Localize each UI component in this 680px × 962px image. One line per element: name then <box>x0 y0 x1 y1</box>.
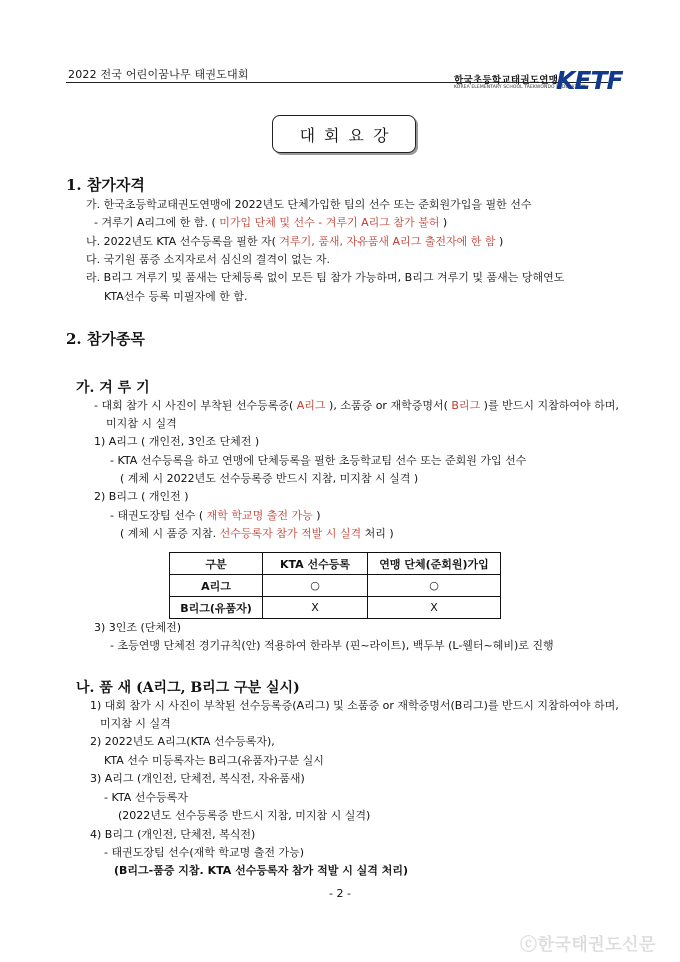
page-number: - 2 - <box>329 887 351 900</box>
poomsae-line-1b: 미지참 시 실격 <box>100 717 171 730</box>
s1-item-na: 나. 2022년도 KTA 선수등록을 필한 자( 겨루기, 품새, 자유품새 A리그 출전자에 한 함 ) <box>86 235 504 248</box>
newspaper-watermark: ⓒ한국태권도신문 <box>520 935 656 955</box>
ketf-logo: KETF <box>556 66 623 95</box>
s1-item-ra-cont: KTA선수 등록 미필자에 한 함. <box>104 290 248 303</box>
gyeorugi-line-4: ( 계체 시 2022년도 선수등록증 반드시 지참, 미지참 시 실격 ) <box>120 472 419 485</box>
gyeorugi-line-8: 3) 3인조 (단체전) <box>94 621 181 634</box>
poomsae-line-3c: (2022년도 선수등록증 반드시 지참, 미지참 시 실격) <box>118 809 371 822</box>
gyeorugi-line-7: ( 계체 시 품증 지참. 선수등록자 참가 적발 시 실격 처리 ) <box>120 527 394 540</box>
document-title: 대회요강 <box>272 115 416 153</box>
table-row <box>170 575 501 597</box>
table-cell: X <box>263 597 368 619</box>
s2-sub-gyeorugi: 가. 겨 루 기 <box>76 380 150 396</box>
poomsae-line-2: 2) 2022년도 A리그(KTA 선수등록자), <box>90 735 275 748</box>
gyeorugi-line-2: 1) A리그 ( 개인전, 3인조 단체전 ) <box>94 435 260 448</box>
table-header-cell: 연맹 단체(준회원)가입 <box>368 553 501 575</box>
table-cell: B리그(유품자) <box>170 597 263 619</box>
gyeorugi-line-3: - KTA 선수등록을 하고 연맹에 단체등록을 필한 초등학교팀 선수 또는 준회원 가입 선수 <box>110 454 527 467</box>
eligibility-table <box>169 552 501 619</box>
table-cell: ○ <box>263 575 368 597</box>
s1-item-ga: 가. 한국초등학교태권도연맹에 2022년도 단체가입한 팀의 선수 또는 준회원가입을 필한 선수 <box>86 198 532 211</box>
table-header-cell: 구분 <box>170 553 263 575</box>
poomsae-line-3: 3) A리그 (개인전, 단체전, 복식전, 자유품새) <box>90 772 305 785</box>
gyeorugi-line-6: - 태권도장팀 선수 ( 재학 학교명 출전 가능 ) <box>110 509 321 522</box>
s1-item-ra: 라. B리그 겨루기 및 품새는 단체등록 없이 모든 팀 참가 가능하며, B리그 겨루기 및 품새는 당해연도 <box>86 271 565 284</box>
table-header-cell: KTA 선수등록 <box>263 553 368 575</box>
gyeorugi-line-9: - 초등연맹 단체전 경기규칙(안) 적용하여 한라부 (핀~라이트), 백두부 (L-웰터~헤비)로 진행 <box>110 639 554 652</box>
header-event-title: 2022 전국 어린이꿈나무 태권도대회 <box>68 68 249 81</box>
poomsae-line-4c: (B리그-품증 지참. KTA 선수등록자 참가 적발 시 실격 처리) <box>114 864 409 877</box>
section-2-heading: 2. 참가종목 <box>66 330 145 348</box>
table-cell: ○ <box>368 575 501 597</box>
gyeorugi-line-5: 2) B리그 ( 개인전 ) <box>94 490 189 503</box>
table-header-row <box>170 553 501 575</box>
s1-item-ga-sub: - 겨루기 A리그에 한 함. ( 미가입 단체 및 선수 - 겨루기 A리그 참가 불허 ) <box>94 216 448 229</box>
federation-name-kr: 한국초등학교태권도연맹 <box>454 75 559 86</box>
s2-sub-poomsae: 나. 품 새 (A리그, B리그 구분 실시) <box>76 680 300 696</box>
table-cell: A리그 <box>170 575 263 597</box>
gyeorugi-line-1: - 대회 참가 시 사진이 부착된 선수등록증( A리그 ), 소품증 or 재학증명서( B리그 )를 반드시 지참하여야 하며, <box>94 399 619 412</box>
poomsae-line-1: 1) 대회 참가 시 사진이 부착된 선수등록증(A리그) 및 소품증 or 재학증명서(B리그)를 반드시 지참하여야 하며, <box>90 699 619 712</box>
federation-name-en: KOREA ELEMENTARY SCHOOL TAEKWONDO FEDERATION <box>454 85 586 90</box>
poomsae-line-3b: - KTA 선수등록자 <box>104 791 188 804</box>
section-1-heading: 1. 참가자격 <box>66 176 145 194</box>
poomsae-line-4: 4) B리그 (개인전, 단체전, 복식전) <box>90 828 256 841</box>
gyeorugi-line-1b: 미지참 시 실격 <box>106 417 177 430</box>
table-cell: X <box>368 597 501 619</box>
poomsae-line-4b: - 태권도장팀 선수(재학 학교명 출전 가능) <box>104 846 305 859</box>
table-row <box>170 597 501 619</box>
s1-item-da: 다. 국기원 품증 소지자로서 심신의 결격이 없는 자. <box>86 253 330 266</box>
poomsae-line-2b: KTA 선수 미등록자는 B리그(유품자)구분 실시 <box>104 754 324 767</box>
